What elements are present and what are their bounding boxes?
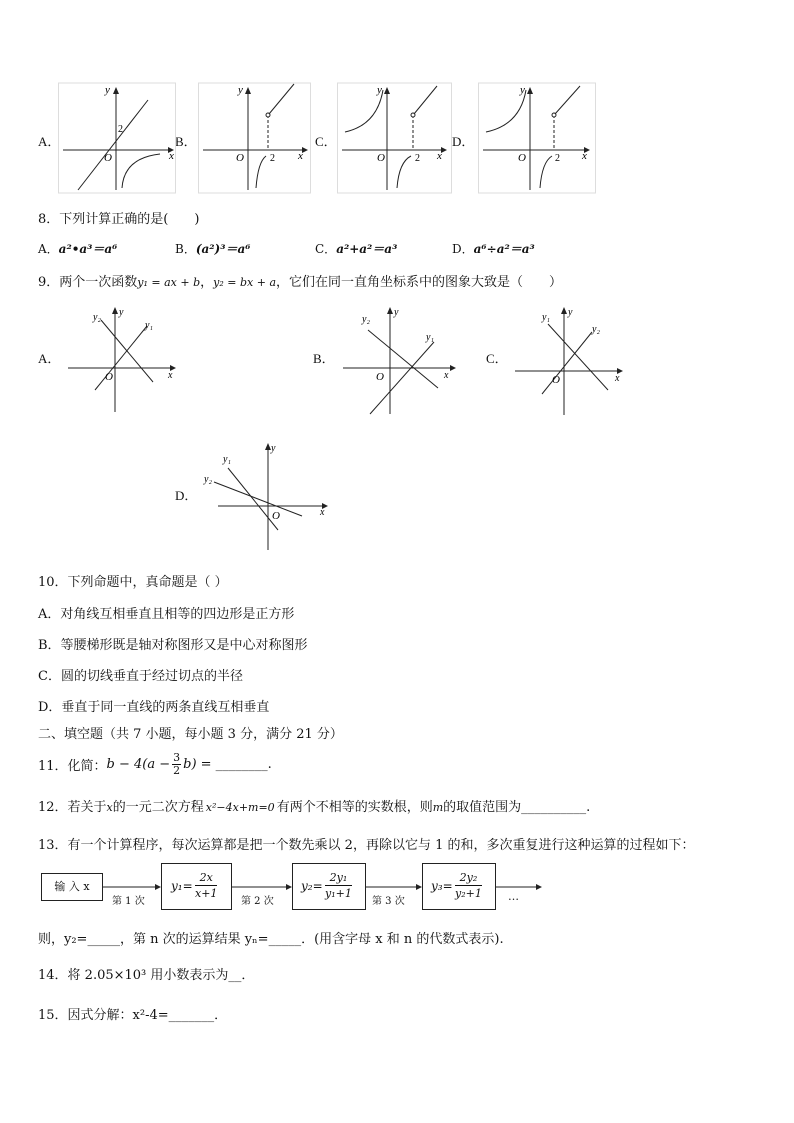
q11-frac-den: 2 <box>173 764 181 777</box>
q13-box-1 <box>161 863 232 910</box>
q13-stem: 13．有一个计算程序，每次运算都是把一个数先乘以 2，再除以它与 1 的和，多次重复进行这种运算的过程如下： <box>38 838 695 853</box>
q13-box-2 <box>292 863 366 910</box>
q8-option-b[interactable] <box>175 240 251 257</box>
q8-option-c[interactable] <box>315 240 397 257</box>
q7b-x-label: x <box>298 150 303 162</box>
q9-stem <box>38 271 562 290</box>
q7c-two: 2 <box>415 153 420 164</box>
q7-graph-c <box>337 80 454 195</box>
q7a-two: 2 <box>118 124 123 135</box>
q13-box-2-frac <box>325 870 352 901</box>
q9-option-c-label[interactable]: C． <box>486 351 508 366</box>
q12-part-a: 12．若关于 <box>38 800 107 815</box>
q9a-y1-label: y₁ <box>145 320 153 331</box>
q13-box-2-lhs: y₂= <box>301 879 323 893</box>
q13-box-3 <box>422 863 496 910</box>
q7-option-a-label[interactable]: A． <box>38 134 61 149</box>
q9b-y2-label: y₂ <box>362 314 370 325</box>
q11 <box>38 752 272 777</box>
q11-expr-a: b − 4(a − <box>106 757 171 772</box>
q8-option-d[interactable] <box>452 240 535 257</box>
q7a-origin: O <box>104 152 112 164</box>
q13-ellipsis: … <box>508 890 519 903</box>
q15: 15．因式分解：x²-4=_______． <box>38 1008 228 1023</box>
q7d-two: 2 <box>555 153 560 164</box>
q9-function-1: y₁ = ax + b <box>137 276 201 289</box>
q12-part-d: 的取值范围为__________. <box>443 800 591 815</box>
q7d-origin: O <box>518 152 526 164</box>
q13-box-2-den: y₁+1 <box>325 887 352 900</box>
q11-end: . <box>267 757 272 772</box>
q9d-y-label: y <box>271 443 276 454</box>
q10-option-c[interactable]: C．圆的切线垂直于经过切点的半径 <box>38 669 243 684</box>
q12-part-c: 有两个不相等的实数根，则 <box>276 800 433 815</box>
q13-input-label: 输 入 x <box>54 880 90 893</box>
q9-option-d-label[interactable]: D． <box>175 488 198 503</box>
q13-step-2: 第 2 次 <box>241 896 274 907</box>
q9-separator: ， <box>200 275 214 290</box>
q12-var-x: x <box>106 801 113 814</box>
q9b-y1-label: y₁ <box>426 332 434 343</box>
q12-equation: x²−4x+m=0 <box>205 801 275 814</box>
q13-box-3-num: 2y₂ <box>455 870 482 886</box>
q9-function-2: y₂ = bx + a <box>213 276 277 289</box>
q9d-y1-label: y₁ <box>223 454 231 465</box>
q7b-y-label: y <box>238 84 243 96</box>
q8-option-d-text: a⁶÷a²＝a³ <box>473 242 535 256</box>
q12-var-m: m <box>432 801 444 814</box>
q13-flowchart <box>38 857 544 917</box>
q7b-origin: O <box>236 152 244 164</box>
q8-option-c-letter: C． <box>315 242 337 256</box>
q10-option-b[interactable]: B．等腰梯形既是轴对称图形又是中心对称图形 <box>38 638 308 653</box>
q13-box-3-lhs: y₃= <box>431 879 453 893</box>
q8-option-a[interactable] <box>38 240 117 257</box>
q9-graph-b <box>340 302 462 417</box>
q13-box-3-den: y₂+1 <box>455 887 482 900</box>
q13-box-3-frac <box>455 870 482 901</box>
q13-step-3: 第 3 次 <box>372 896 405 907</box>
q13-box-2-num: 2y₁ <box>325 870 352 886</box>
q13-box-1-num: 2x <box>195 870 217 886</box>
q11-blank[interactable]: ________ <box>215 757 268 772</box>
q9c-x-label: x <box>615 373 620 384</box>
q8-option-a-letter: A． <box>38 242 59 256</box>
q8-option-c-text: a²+a²＝a³ <box>336 242 398 256</box>
q7d-y-label: y <box>520 84 525 96</box>
q9b-origin: O <box>376 371 384 383</box>
q9a-y2-label: y₂ <box>93 312 101 323</box>
q8-option-a-text: a²•a³＝a⁶ <box>58 242 118 256</box>
q12-part-b: 的一元二次方程 <box>112 800 204 815</box>
q11-frac-num: 3 <box>173 751 181 764</box>
q14: 14．将 2.05×10³ 用小数表示为__． <box>38 968 255 983</box>
q9-option-b-label[interactable]: B． <box>313 351 335 366</box>
q8-stem: 8．下列计算正确的是( ) <box>38 212 200 227</box>
q9c-y1-label: y₁ <box>542 312 550 323</box>
q11-fraction <box>172 752 181 777</box>
q9-stem-b: ，它们在同一直角坐标系中的图象大致是（ ） <box>276 275 563 290</box>
q8-option-d-letter: D． <box>452 242 474 256</box>
q9d-origin: O <box>272 510 280 522</box>
q9b-y-label: y <box>394 307 399 318</box>
q7-option-d-label[interactable]: D． <box>452 134 475 149</box>
q13-box-1-den: x+1 <box>195 887 218 900</box>
section-2-heading: 二、填空题（共 7 小题，每小题 3 分，满分 21 分） <box>38 727 343 742</box>
q9-stem-a: 9．两个一次函数 <box>38 275 138 290</box>
q7-graph-b <box>198 80 313 195</box>
q9-option-a-label[interactable]: A． <box>38 351 61 366</box>
q7c-origin: O <box>377 152 385 164</box>
q9a-x-label: x <box>168 370 173 381</box>
q8-option-b-letter: B． <box>175 242 196 256</box>
q9-graph-a <box>65 302 180 414</box>
q7c-y-label: y <box>377 84 382 96</box>
q11-expr-b: b) = <box>183 757 212 772</box>
q7a-y-label: y <box>105 84 110 96</box>
q9d-y2-label: y₂ <box>204 474 212 485</box>
q9d-x-label: x <box>320 507 325 518</box>
q7c-x-label: x <box>437 150 442 162</box>
q7b-two: 2 <box>270 153 275 164</box>
q13-box-1-frac <box>195 870 217 901</box>
q7-graph-d <box>478 80 598 195</box>
q11-prefix: 11．化简： <box>38 759 107 774</box>
q10-stem: 10．下列命题中，真命题是（ ） <box>38 575 228 590</box>
q8-option-b-text: (a²)³＝a⁶ <box>195 242 251 256</box>
q9-graph-c <box>512 302 627 417</box>
q12 <box>38 796 590 815</box>
q9a-origin: O <box>105 371 113 383</box>
q9c-origin: O <box>552 374 560 386</box>
q7-option-b-label[interactable]: B． <box>175 134 197 149</box>
q7-option-c-label[interactable]: C． <box>315 134 337 149</box>
q9b-x-label: x <box>444 370 449 381</box>
q7-graph-a <box>58 80 178 195</box>
q9c-y-label: y <box>568 307 573 318</box>
q9c-y2-label: y₂ <box>592 324 600 335</box>
q13-input-box <box>41 873 103 901</box>
q7a-x-label: x <box>169 150 174 162</box>
q13-step-1: 第 1 次 <box>112 896 145 907</box>
q10-option-a[interactable]: A．对角线互相垂直且相等的四边形是正方形 <box>38 607 295 622</box>
q7d-x-label: x <box>582 150 587 162</box>
q9a-y-label: y <box>119 307 124 318</box>
q9-graph-d <box>198 440 334 552</box>
q13-box-1-lhs: y₁= <box>171 879 193 893</box>
q13-answer: 则，y₂=_____，第 n 次的运算结果 yₙ=_____．(用含字母 x 和 n 的代数式表示). <box>38 932 504 947</box>
q10-option-d[interactable]: D．垂直于同一直线的两条直线互相垂直 <box>38 700 270 715</box>
